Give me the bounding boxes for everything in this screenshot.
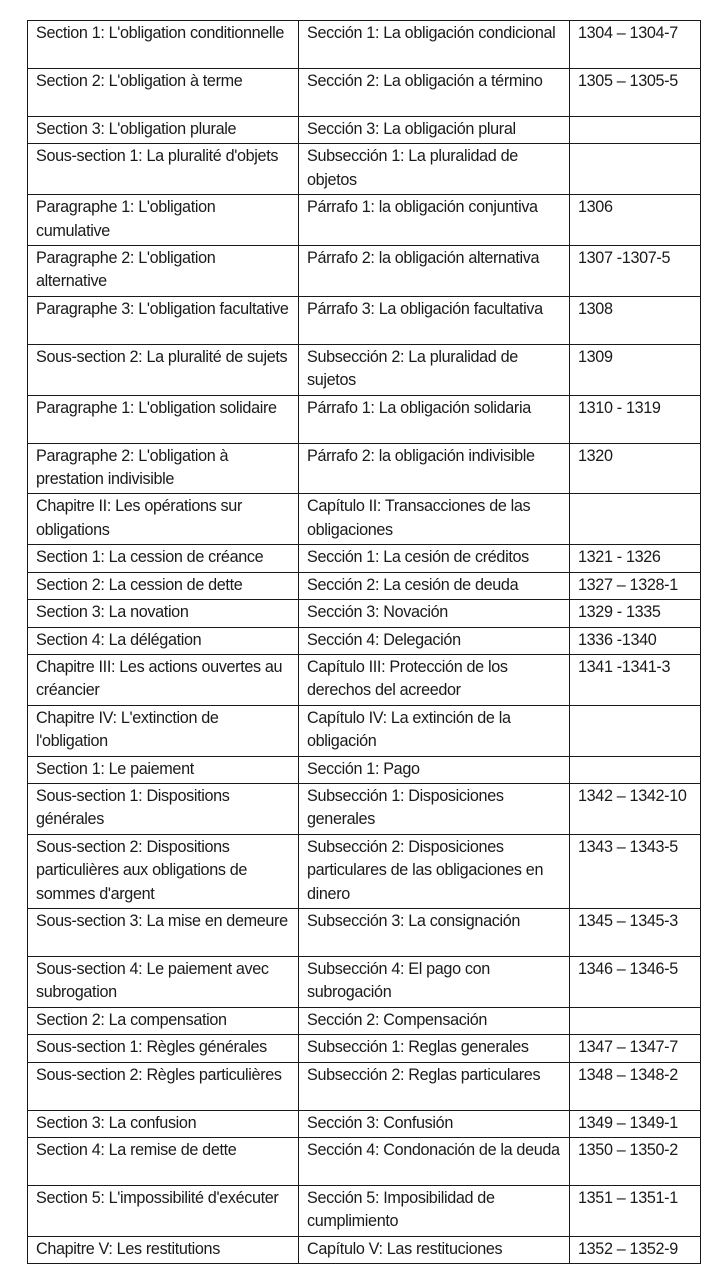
- spanish-heading-cell: Párrafo 3: La obligación facultativa: [299, 296, 570, 344]
- article-range-cell: 1327 – 1328-1: [570, 572, 701, 599]
- article-range-cell: 1321 - 1326: [570, 545, 701, 572]
- table-row: [28, 21, 701, 69]
- table-row: [28, 344, 701, 395]
- french-heading-cell: Sous-section 2: Dispositions particulières aux obligations de sommes d'argent: [28, 834, 299, 908]
- article-range-cell: [570, 1007, 701, 1034]
- article-range-cell: 1349 – 1349-1: [570, 1110, 701, 1137]
- table-row: [28, 395, 701, 443]
- spanish-heading-cell: Capítulo IV: La extinción de la obligación: [299, 705, 570, 756]
- spanish-heading-cell: Párrafo 2: la obligación alternativa: [299, 246, 570, 297]
- table-row: [28, 117, 701, 144]
- spanish-heading-cell: Párrafo 1: la obligación conjuntiva: [299, 195, 570, 246]
- table-row: [28, 1138, 701, 1186]
- spanish-heading-cell: Subsección 1: Disposiciones generales: [299, 783, 570, 834]
- spanish-heading-cell: Subsección 2: Disposiciones particulares de las obligaciones en dinero: [299, 834, 570, 908]
- table-row: [28, 783, 701, 834]
- article-range-cell: 1307 -1307-5: [570, 246, 701, 297]
- french-heading-cell: Sous-section 4: Le paiement avec subrogation: [28, 956, 299, 1007]
- table-row: [28, 246, 701, 297]
- spanish-heading-cell: Sección 2: La cesión de deuda: [299, 572, 570, 599]
- french-heading-cell: Chapitre III: Les actions ouvertes au créancier: [28, 654, 299, 705]
- french-heading-cell: Section 4: La délégation: [28, 627, 299, 654]
- french-heading-cell: Sous-section 2: La pluralité de sujets: [28, 344, 299, 395]
- spanish-heading-cell: Subsección 3: La consignación: [299, 908, 570, 956]
- french-heading-cell: Sous-section 2: Règles particulières: [28, 1062, 299, 1110]
- french-heading-cell: Section 4: La remise de dette: [28, 1138, 299, 1186]
- article-range-cell: 1342 – 1342-10: [570, 783, 701, 834]
- french-heading-cell: Sous-section 3: La mise en demeure: [28, 908, 299, 956]
- table-row: [28, 494, 701, 545]
- article-range-cell: 1350 – 1350-2: [570, 1138, 701, 1186]
- article-range-cell: [570, 117, 701, 144]
- french-heading-cell: Section 3: L'obligation plurale: [28, 117, 299, 144]
- spanish-heading-cell: Sección 5: Imposibilidad de cumplimiento: [299, 1186, 570, 1237]
- table-row: [28, 572, 701, 599]
- article-range-cell: 1352 – 1352-9: [570, 1236, 701, 1263]
- spanish-heading-cell: Sección 1: La obligación condicional: [299, 21, 570, 69]
- spanish-heading-cell: Capítulo III: Protección de los derechos del acreedor: [299, 654, 570, 705]
- article-range-cell: 1305 – 1305-5: [570, 69, 701, 117]
- spanish-heading-cell: Subsección 1: Reglas generales: [299, 1035, 570, 1062]
- french-heading-cell: Section 1: L'obligation conditionnelle: [28, 21, 299, 69]
- table-row: [28, 1007, 701, 1034]
- article-range-cell: 1320: [570, 443, 701, 494]
- article-range-cell: 1304 – 1304-7: [570, 21, 701, 69]
- french-heading-cell: Paragraphe 2: L'obligation alternative: [28, 246, 299, 297]
- spanish-heading-cell: Subsección 4: El pago con subrogación: [299, 956, 570, 1007]
- french-heading-cell: Section 1: La cession de créance: [28, 545, 299, 572]
- article-range-cell: 1329 - 1335: [570, 600, 701, 627]
- table-body: [28, 21, 701, 1264]
- spanish-heading-cell: Capítulo II: Transacciones de las obligaciones: [299, 494, 570, 545]
- article-range-cell: [570, 705, 701, 756]
- french-heading-cell: Section 1: Le paiement: [28, 756, 299, 783]
- article-range-cell: 1309: [570, 344, 701, 395]
- french-heading-cell: Paragraphe 1: L'obligation cumulative: [28, 195, 299, 246]
- spanish-heading-cell: Sección 1: La cesión de créditos: [299, 545, 570, 572]
- article-range-cell: 1351 – 1351-1: [570, 1186, 701, 1237]
- table-row: [28, 1062, 701, 1110]
- french-heading-cell: Chapitre II: Les opérations sur obligations: [28, 494, 299, 545]
- french-heading-cell: Section 3: La novation: [28, 600, 299, 627]
- table-row: [28, 705, 701, 756]
- french-heading-cell: Chapitre V: Les restitutions: [28, 1236, 299, 1263]
- article-range-cell: 1343 – 1343-5: [570, 834, 701, 908]
- table-row: [28, 144, 701, 195]
- spanish-heading-cell: Sección 4: Delegación: [299, 627, 570, 654]
- table-row: [28, 756, 701, 783]
- table-row: [28, 545, 701, 572]
- table-row: [28, 195, 701, 246]
- article-range-cell: 1348 – 1348-2: [570, 1062, 701, 1110]
- french-heading-cell: Paragraphe 2: L'obligation à prestation indivisible: [28, 443, 299, 494]
- french-heading-cell: Section 5: L'impossibilité d'exécuter: [28, 1186, 299, 1237]
- table-row: [28, 834, 701, 908]
- spanish-heading-cell: Subsección 2: Reglas particulares: [299, 1062, 570, 1110]
- spanish-heading-cell: Subsección 1: La pluralidad de objetos: [299, 144, 570, 195]
- article-range-cell: 1308: [570, 296, 701, 344]
- french-heading-cell: Section 2: La compensation: [28, 1007, 299, 1034]
- table-row: [28, 1110, 701, 1137]
- french-heading-cell: Section 2: L'obligation à terme: [28, 69, 299, 117]
- french-heading-cell: Sous-section 1: La pluralité d'objets: [28, 144, 299, 195]
- french-heading-cell: Chapitre IV: L'extinction de l'obligation: [28, 705, 299, 756]
- table-row: [28, 1035, 701, 1062]
- table-row: [28, 443, 701, 494]
- table-row: [28, 627, 701, 654]
- table-row: [28, 600, 701, 627]
- article-range-cell: 1306: [570, 195, 701, 246]
- french-heading-cell: Paragraphe 3: L'obligation facultative: [28, 296, 299, 344]
- french-heading-cell: Sous-section 1: Règles générales: [28, 1035, 299, 1062]
- article-range-cell: [570, 144, 701, 195]
- article-range-cell: 1347 – 1347-7: [570, 1035, 701, 1062]
- spanish-heading-cell: Párrafo 1: La obligación solidaria: [299, 395, 570, 443]
- french-heading-cell: Paragraphe 1: L'obligation solidaire: [28, 395, 299, 443]
- spanish-heading-cell: Párrafo 2: la obligación indivisible: [299, 443, 570, 494]
- table-row: [28, 654, 701, 705]
- article-range-cell: 1341 -1341-3: [570, 654, 701, 705]
- spanish-heading-cell: Subsección 2: La pluralidad de sujetos: [299, 344, 570, 395]
- spanish-heading-cell: Sección 1: Pago: [299, 756, 570, 783]
- article-range-cell: [570, 494, 701, 545]
- article-range-cell: [570, 756, 701, 783]
- spanish-heading-cell: Capítulo V: Las restituciones: [299, 1236, 570, 1263]
- french-heading-cell: Sous-section 1: Dispositions générales: [28, 783, 299, 834]
- spanish-heading-cell: Sección 3: Confusión: [299, 1110, 570, 1137]
- article-range-cell: 1346 – 1346-5: [570, 956, 701, 1007]
- spanish-heading-cell: Sección 2: Compensación: [299, 1007, 570, 1034]
- table-row: [28, 908, 701, 956]
- article-range-cell: 1310 - 1319: [570, 395, 701, 443]
- table-row: [28, 296, 701, 344]
- table-row: [28, 1186, 701, 1237]
- spanish-heading-cell: Sección 4: Condonación de la deuda: [299, 1138, 570, 1186]
- spanish-heading-cell: Sección 3: La obligación plural: [299, 117, 570, 144]
- table-row: [28, 1236, 701, 1263]
- spanish-heading-cell: Sección 2: La obligación a término: [299, 69, 570, 117]
- concordance-table: [27, 20, 701, 1264]
- french-heading-cell: Section 2: La cession de dette: [28, 572, 299, 599]
- french-heading-cell: Section 3: La confusion: [28, 1110, 299, 1137]
- article-range-cell: 1345 – 1345-3: [570, 908, 701, 956]
- table-row: [28, 956, 701, 1007]
- article-range-cell: 1336 -1340: [570, 627, 701, 654]
- table-row: [28, 69, 701, 117]
- spanish-heading-cell: Sección 3: Novación: [299, 600, 570, 627]
